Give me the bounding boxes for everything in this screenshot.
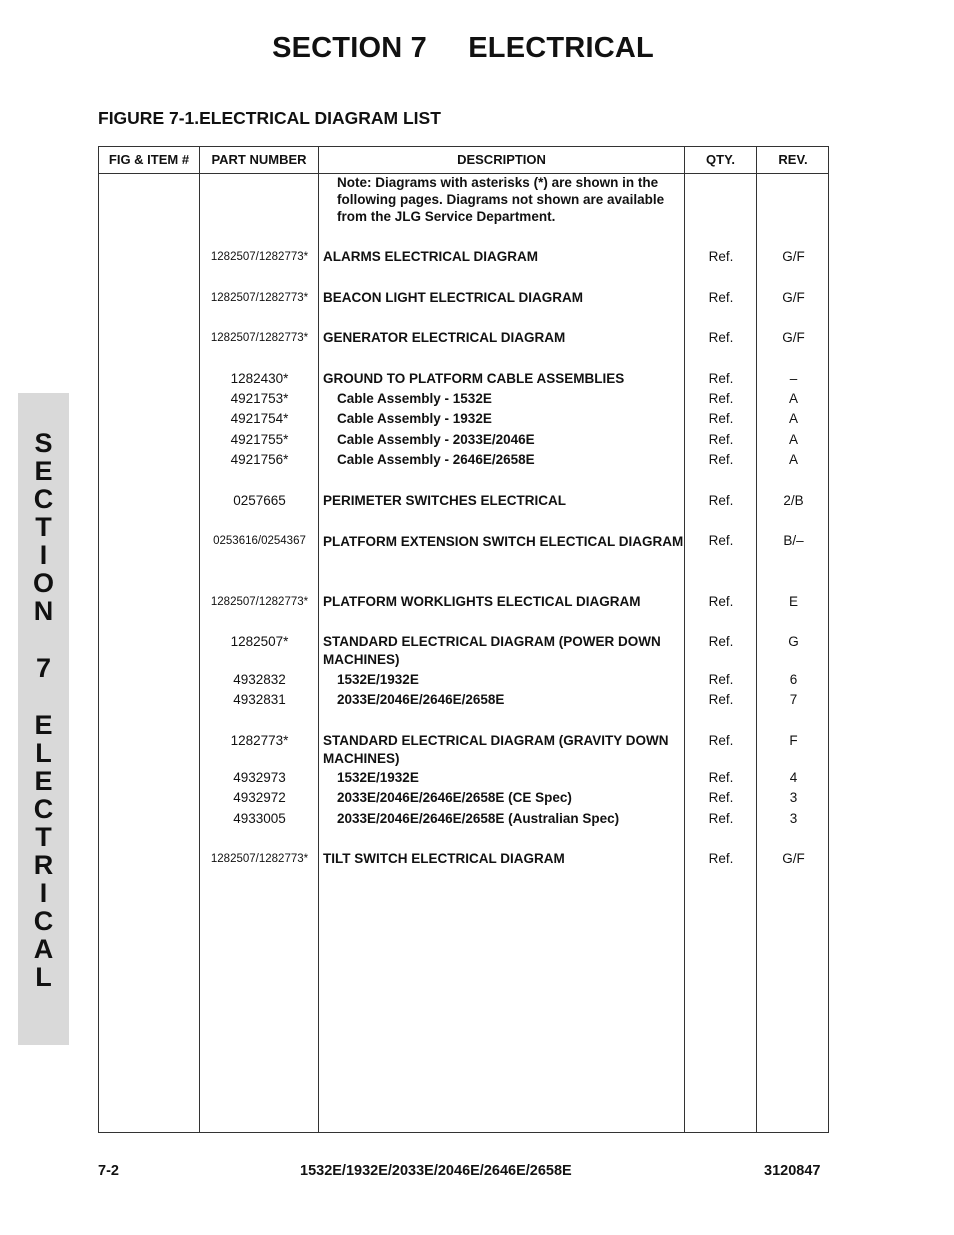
row-rev: E [788,594,798,609]
model-list: 1532E/1932E/2033E/2046E/2646E/2658E [300,1163,572,1179]
row-rev: A [788,391,798,406]
row-description: PLATFORM WORKLIGHTS ELECTICAL DIAGRAM [323,594,641,609]
side-tab-letter: E [34,766,53,796]
row-qty: Ref. [708,493,734,508]
row-description: Cable Assembly - 2646E/2658E [337,452,535,467]
row-rev: 2/B [783,493,804,508]
side-tab-letter: 7 [35,653,52,683]
col-header-rev: REV. [778,152,808,167]
col-header-description: DESCRIPTION [457,152,546,167]
row-qty: Ref. [708,249,734,264]
row-description: PERIMETER SWITCHES ELECTRICAL [323,493,567,508]
row-rev: A [788,452,798,467]
row-part-number: 4933005 [233,811,286,826]
row-part-number: 1282507/1282773* [210,596,309,608]
side-tab-letter: L [35,738,52,768]
diagram-list-table [98,146,829,1133]
row-description: Cable Assembly - 2033E/2046E [337,432,535,447]
side-tab-letter: E [34,456,53,486]
side-tab-letter: I [39,540,48,570]
row-rev: G/F [782,851,805,866]
row-description: STANDARD ELECTRICAL DIAGRAM (POWER DOWN MACHINES) [323,634,661,667]
row-description: GROUND TO PLATFORM CABLE ASSEMBLIES [323,371,625,386]
side-tab-letter: O [32,568,54,598]
row-description: TILT SWITCH ELECTRICAL DIAGRAM [323,851,565,866]
side-tab-letter: T [35,512,52,542]
row-qty: Ref. [708,330,734,345]
row-description: PLATFORM EXTENSION SWITCH ELECTICAL DIAGRAM [323,534,684,549]
side-tab-letter: R [33,850,54,880]
row-rev: G/F [782,249,805,264]
row-qty: Ref. [708,391,734,406]
row-qty: Ref. [708,790,734,805]
col-header-fig-item: FIG & ITEM # [108,152,190,167]
side-tab-letter: N [33,596,54,626]
row-rev: G [788,634,799,649]
row-part-number: 4932831 [233,692,286,707]
row-description: STANDARD ELECTRICAL DIAGRAM (GRAVITY DOWN MACHINES) [323,733,669,766]
row-description: Cable Assembly - 1532E [337,391,492,406]
row-qty: Ref. [708,634,734,649]
row-rev: 3 [789,790,798,805]
row-part-number: 1282507/1282773* [210,332,309,344]
side-tab-letter: L [35,962,52,992]
row-description: Cable Assembly - 1932E [337,411,492,426]
row-part-number: 4932972 [233,790,286,805]
row-qty: Ref. [708,672,734,687]
row-qty: Ref. [708,770,734,785]
page-number: 7-2 [98,1163,119,1179]
document-number: 3120847 [764,1163,821,1179]
row-qty: Ref. [708,594,734,609]
row-qty: Ref. [708,533,734,548]
row-description: 2033E/2046E/2646E/2658E [337,692,505,707]
row-description: 2033E/2046E/2646E/2658E (CE Spec) [337,790,572,805]
row-part-number: 4921754* [230,411,289,426]
row-part-number: 1282430* [230,371,289,386]
section-side-tab [18,393,69,1045]
row-description: GENERATOR ELECTRICAL DIAGRAM [323,330,566,345]
row-rev: 4 [789,770,798,785]
row-rev: – [789,371,798,386]
row-part-number: 1282507/1282773* [210,251,309,263]
row-qty: Ref. [708,452,734,467]
row-qty: Ref. [708,432,734,447]
row-description: BEACON LIGHT ELECTRICAL DIAGRAM [323,290,583,305]
row-rev: 3 [789,811,798,826]
row-rev: A [788,432,798,447]
row-qty: Ref. [708,371,734,386]
side-tab-letter: S [34,428,53,458]
row-rev: 6 [789,672,798,687]
row-qty: Ref. [708,692,734,707]
figure-title: FIGURE 7-1.ELECTRICAL DIAGRAM LIST [98,108,441,128]
row-part-number: 4921755* [230,432,289,447]
row-qty: Ref. [708,411,734,426]
side-tab-letter: T [35,822,52,852]
row-part-number: 1282507/1282773* [210,292,309,304]
row-description: 1532E/1932E [337,672,419,687]
side-tab-letter: C [33,794,54,824]
row-part-number: 4932973 [233,770,286,785]
row-part-number: 1282507/1282773* [210,853,309,865]
side-tab-letter: E [34,710,53,740]
side-tab-letter: C [33,906,54,936]
row-description: 1532E/1932E [337,770,419,785]
row-qty: Ref. [708,733,734,748]
row-part-number: 1282507* [230,634,289,649]
row-rev: B/– [783,533,804,548]
row-part-number: 4932832 [233,672,286,687]
row-qty: Ref. [708,290,734,305]
row-qty: Ref. [708,811,734,826]
row-description: ALARMS ELECTRICAL DIAGRAM [323,249,538,264]
row-rev: A [788,411,798,426]
row-rev: F [789,733,798,748]
side-tab-letter: C [33,484,54,514]
row-part-number: 1282773* [230,733,289,748]
col-header-qty: QTY. [706,152,735,167]
row-part-number: 4921753* [230,391,289,406]
row-part-number: 4921756* [230,452,289,467]
row-qty: Ref. [708,851,734,866]
row-part-number: 0253616/0254367 [213,535,306,547]
row-rev: G/F [782,330,805,345]
section-title: SECTION 7 ELECTRICAL [272,32,654,64]
col-header-part-number: PART NUMBER [211,152,307,167]
side-tab-letter: A [33,934,54,964]
row-rev: G/F [782,290,805,305]
row-description: 2033E/2046E/2646E/2658E (Australian Spec) [337,811,620,826]
side-tab-letter: I [39,878,48,908]
row-part-number: 0257665 [233,493,286,508]
row-rev: 7 [789,692,798,707]
table-note: Note: Diagrams with asterisks (*) are shown in the following pages. Diagrams not shown are available from the JLG Service Department. [337,175,665,224]
